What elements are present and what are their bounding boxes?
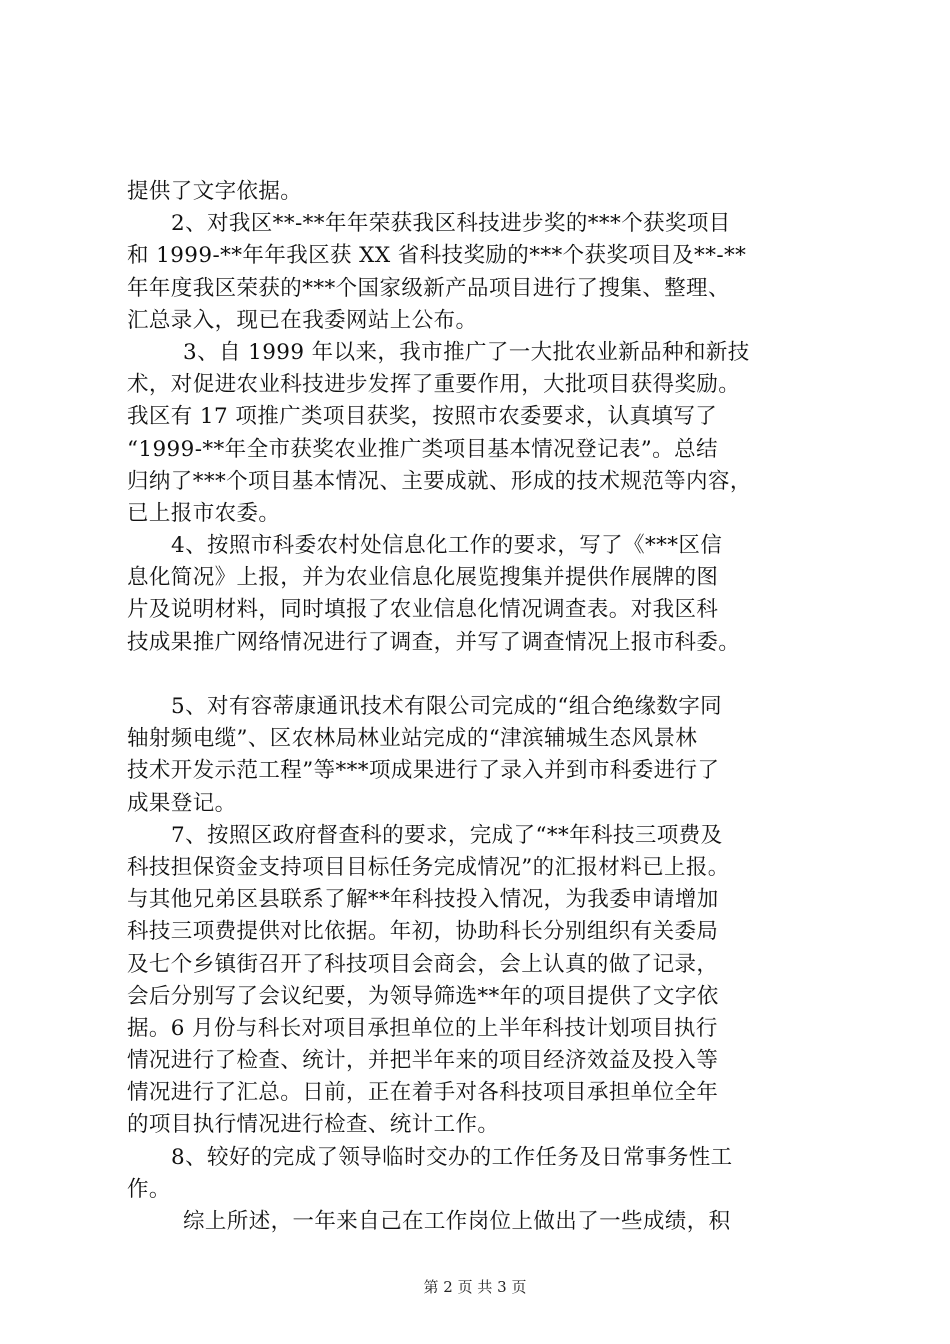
text-line: 提供了文字依据。	[127, 179, 303, 204]
text-line: 的项目执行情况进行检查、统计工作。	[127, 1112, 500, 1138]
text-line: 及七个乡镇街召开了科技项目会商会，会上认真的做了记录，	[127, 951, 719, 977]
paragraph-gap	[127, 659, 827, 691]
text-line: 情况进行了检查、统计，并把半年来的项目经济效益及投入等	[127, 1048, 719, 1074]
text-line: “1999-**年全市获奖农业推广类项目基本情况登记表”。总结	[127, 436, 718, 462]
text-line: 3、自 1999 年以来，我市推广了一大批农业新品种和新技	[183, 339, 750, 365]
text-line: 术，对促进农业科技进步发挥了重要作用，大批项目获得奖励。	[127, 372, 741, 398]
document-body	[127, 176, 827, 1238]
text-line: 片及说明材料，同时填报了农业信息化情况调查表。对我区科	[127, 597, 719, 623]
text-line: 8、较好的完成了领导临时交办的工作任务及日常事务性工	[171, 1144, 733, 1170]
text-line: 成果登记。	[127, 790, 237, 816]
text-line: 据。6 月份与科长对项目承担单位的上半年科技计划项目执行	[127, 1015, 718, 1041]
page-footer: 第 2 页 共 3 页	[423, 1278, 527, 1296]
text-line: 科技三项费提供对比依据。年初，协助科长分别组织有关委局	[127, 919, 719, 945]
text-line: 息化简况》上报，并为农业信息化展览搜集并提供作展牌的图	[127, 565, 719, 591]
text-line: 年年度我区荣获的***个国家级新产品项目进行了搜集、整理、	[127, 275, 730, 301]
text-line: 我区有 17 项推广类项目获奖，按照市农委要求，认真填写了	[127, 404, 718, 430]
text-line: 科技担保资金支持项目目标任务完成情况”的汇报材料已上报。	[127, 854, 730, 880]
text-line: 作。	[127, 1176, 171, 1202]
text-line: 技术开发示范工程”等***项成果进行了录入并到市科委进行了	[127, 758, 720, 784]
text-line: 7、按照区政府督查科的要求，完成了“**年科技三项费及	[171, 822, 723, 848]
text-line: 与其他兄弟区县联系了解**年科技投入情况，为我委申请增加	[127, 887, 719, 913]
text-line: 2、对我区**-**年年荣获我区科技进步奖的***个获奖项目	[171, 211, 731, 237]
text-line: 综上所述，一年来自己在工作岗位上做出了一些成绩，积	[183, 1209, 731, 1234]
text-line: 已上报市农委。	[127, 500, 281, 526]
text-line: 4、按照市科委农村处信息化工作的要求，写了《***区信	[171, 533, 723, 559]
text-line: 情况进行了汇总。日前，正在着手对各科技项目承担单位全年	[127, 1080, 719, 1106]
text-line: 轴射频电缆”、区农林局林业站完成的“津滨辅城生态风景林	[127, 726, 698, 752]
text-line: 汇总录入，现已在我委网站上公布。	[127, 307, 478, 333]
text-line: 和 1999-**年年我区获 XX 省科技奖励的***个获奖项目及**-**	[127, 243, 747, 269]
text-line: 归纳了***个项目基本情况、主要成就、形成的技术规范等内容，	[127, 468, 752, 494]
text-line: 5、对有容蒂康通讯技术有限公司完成的“组合绝缘数字同	[171, 694, 723, 719]
text-line: 会后分别写了会议纪要，为领导筛选**年的项目提供了文字依	[127, 983, 719, 1009]
text-line: 技成果推广网络情况进行了调查，并写了调查情况上报市科委。	[127, 629, 741, 655]
